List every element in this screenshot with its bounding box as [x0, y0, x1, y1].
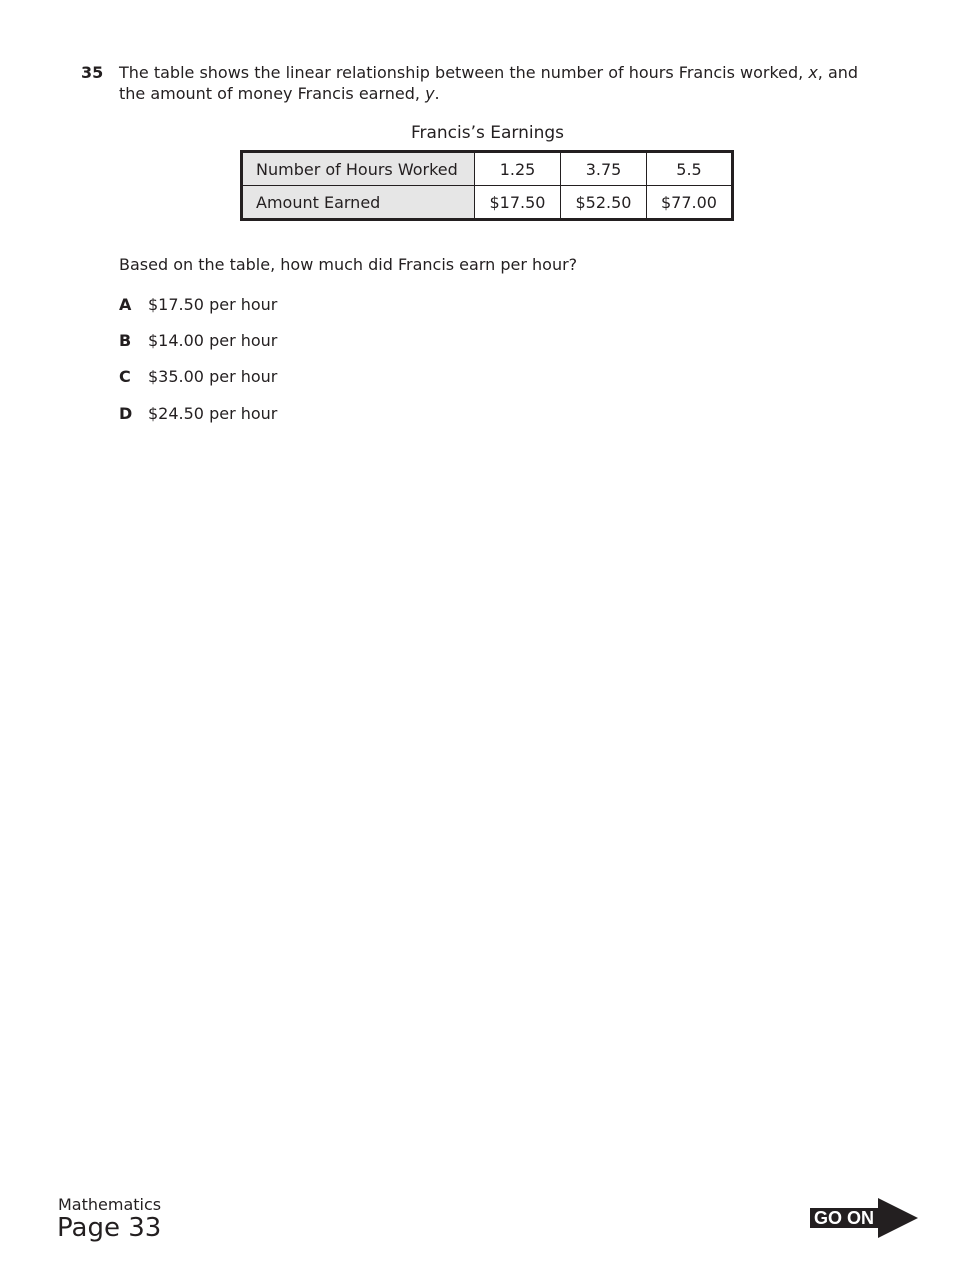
- answer-choice-a[interactable]: [119, 294, 277, 315]
- variable-y: y: [425, 84, 435, 103]
- row-header-hours: Number of Hours Worked: [242, 152, 475, 186]
- question-stem: [119, 62, 879, 104]
- choice-letter: B: [119, 331, 132, 350]
- choice-text: $14.00 per hour: [148, 331, 278, 350]
- earnings-table: [240, 150, 734, 221]
- choice-letter: A: [119, 295, 132, 314]
- table-cell: $77.00: [647, 186, 733, 220]
- page-number: Page 33: [57, 1213, 162, 1243]
- table-title: Francis’s Earnings: [410, 123, 565, 143]
- choice-text: $35.00 per hour: [148, 367, 278, 386]
- go-on-label: GO ON: [814, 1208, 875, 1228]
- answer-choice-b[interactable]: [119, 330, 277, 351]
- table-cell: $52.50: [561, 186, 647, 220]
- answer-choice-d[interactable]: [119, 403, 277, 424]
- table-cell: 3.75: [561, 152, 647, 186]
- choice-text: $24.50 per hour: [148, 404, 278, 423]
- table-row: [242, 186, 733, 220]
- table-row: [242, 152, 733, 186]
- go-on-button[interactable]: [810, 1198, 920, 1238]
- table-cell: 5.5: [647, 152, 733, 186]
- footer-subject: Mathematics: [58, 1195, 162, 1214]
- stem-text-3: .: [434, 84, 440, 103]
- question-number: 35: [81, 63, 104, 82]
- choice-text: $17.50 per hour: [148, 295, 278, 314]
- stem-text-1: The table shows the linear relationship between the number of hours Francis worked,: [119, 63, 809, 82]
- row-header-amount: Amount Earned: [242, 186, 475, 220]
- choice-letter: D: [119, 404, 133, 423]
- question-prompt: Based on the table, how much did Francis earn per hour?: [119, 255, 578, 274]
- choice-letter: C: [119, 367, 131, 386]
- variable-x: x: [808, 63, 818, 82]
- table-cell: 1.25: [475, 152, 561, 186]
- table-cell: $17.50: [475, 186, 561, 220]
- answer-choice-c[interactable]: [119, 366, 277, 387]
- stem-text-2: , and the amount of money Francis earned,: [119, 63, 859, 103]
